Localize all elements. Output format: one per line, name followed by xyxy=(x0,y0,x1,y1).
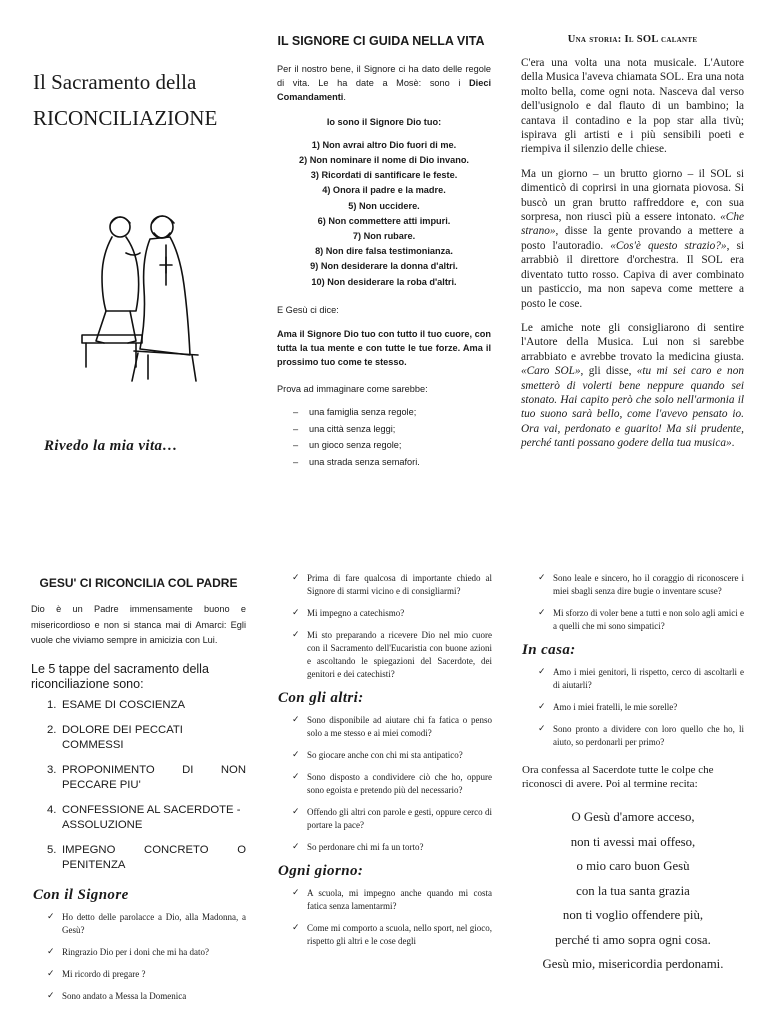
riconcilia-heading: GESU' CI RICONCILIA COL PADRE xyxy=(39,576,238,590)
commandments-column xyxy=(277,34,491,471)
guida-intro: Per il nostro bene, il Signore ci ha dato delle regole di vita. Le ha date a Mosè: sono i Dieci Comandamenti. xyxy=(277,64,491,103)
tappa-item: 1. ESAME DI COSCIENZA xyxy=(47,698,186,711)
prayer-line: Gesù mio, misericordia perdonami. xyxy=(542,957,724,971)
prayer-line: o mio caro buon Gesù xyxy=(576,859,690,873)
gesu-dice: E Gesù ci dice: xyxy=(277,304,339,315)
commandment-item: 3) Ricordati di santificare le feste. xyxy=(310,170,458,181)
commandment-item: 10) Non desiderare la roba d'altri. xyxy=(311,276,457,287)
check-item: ✓ Sono andato a Messa la Domenica xyxy=(31,990,246,1003)
cover-subtitle: Rivedo la mia vita… xyxy=(44,438,178,454)
prayer-line: O Gesù d'amore acceso, xyxy=(571,810,695,824)
commandment-item: 8) Non dire falsa testimonianza. xyxy=(315,246,453,257)
tappe-intro: Le 5 tappe del sacramento della riconciliazione sono: xyxy=(31,661,209,691)
story-paragraph-1: C'era una volta una nota musicale. L'Autore della Musica l'aveva chiamata SOL. Era una nota molto bella, come ogni nota. Nasceva dal verso dell'usignolo e dal flauto di un bambino; la cantava il contadino e la pop star alla tivù; ispirava gli artisti e i più sensibili poeti e riempiva il silenzio delle chiese. xyxy=(521,57,744,156)
cover-title-line1: Il Sacramento della xyxy=(33,70,197,94)
esame-column xyxy=(276,572,492,957)
giorno-heading: Ogni giorno: xyxy=(278,863,364,879)
check-item: ✓ A scuola, mi impegno anche quando mi costa fatica senza lamentarmi? xyxy=(276,887,492,913)
check-item: ✓ Mi impegno a catechismo? xyxy=(276,607,492,620)
act-of-contrition xyxy=(522,805,744,977)
check-item: ✓ Sono disponibile ad aiutare chi fa fatica o penso solo a me stesso e ai miei comodi? xyxy=(276,714,492,740)
signore-list xyxy=(31,911,246,1003)
tappa-item: 4. CONFESSIONE AL SACERDOTE - ASSOLUZIONE xyxy=(47,803,241,831)
prova-text: Prova ad immaginare come sarebbe: xyxy=(277,383,428,394)
story-paragraph-2: Ma un giorno – un brutto giorno – il SOL si dimenticò di coprirsi in una giornata piovosa. Si buscò un gran brutto raffreddore e, con sua sorpresa, non riuscì più a essere intonato. «Che strano», disse la gente provando a mettere a posto l'autoradio. «Cos'è questo strazio?», si arrabbiò il direttore d'orchestra. Il SOL era diventato tutto rosso. Capiva di aver combinato un pasticcio, ma non sapeva come mettere a posto le cose. xyxy=(521,167,744,310)
check-item: ✓ Mi sforzo di voler bene a tutti e non solo agli amici e a quelli che mi sono simpatici? xyxy=(522,607,744,633)
signore-heading: Con il Signore xyxy=(33,886,129,903)
commandments-list xyxy=(277,138,491,290)
check-item: ✓ Sono leale e sincero, ho il coraggio di riconoscere i miei sbagli senza dire bugie o inventare scuse? xyxy=(522,572,744,598)
check-item: ✓ Prima di fare qualcosa di importante chiedo al Signore di starmi vicino e di consigliarmi? xyxy=(276,572,492,598)
immagina-item: – una strada senza semafori. xyxy=(277,454,491,471)
check-item: ✓ Mi ricordo di pregare ? xyxy=(31,968,246,981)
immagina-item: – una famiglia senza regole; xyxy=(277,404,491,421)
prayer-line: perché ti amo sopra ogni cosa. xyxy=(555,932,711,947)
priest-and-child-illustration xyxy=(78,205,200,383)
commandment-item: 9) Non desiderare la donna d'altri. xyxy=(310,261,458,272)
check-item: ✓ Offendo gli altri con parole e gesti, oppure cerco di portare la pace? xyxy=(276,806,492,832)
story-column xyxy=(521,34,744,461)
check-item: ✓ So giocare anche con chi mi sta antipatico? xyxy=(276,749,492,762)
cover-title-line2: RICONCILIAZIONE xyxy=(33,106,218,130)
tappa-item: 2. DOLORE DEI PECCATI COMMESSI xyxy=(47,723,183,751)
tappa-item: 3. PROPONIMENTO DI NON PECCARE PIU' xyxy=(47,763,246,791)
commandment-item: 2) Non nominare il nome di Dio invano. xyxy=(299,155,469,166)
closing-instructions: Ora confessa al Sacerdote tutte le colpe che riconosci di avere. Poi al termine recita: xyxy=(522,764,714,790)
cover-title xyxy=(33,64,253,136)
dieci-comandamenti: Dieci Comandamenti xyxy=(277,78,491,103)
giorno-list xyxy=(276,887,492,948)
prayer-line: non ti avessi mai offeso, xyxy=(570,834,696,849)
check-item: ✓ Amo i miei fratelli, le mie sorelle? xyxy=(522,701,744,714)
leale-list xyxy=(522,572,744,633)
check-item: ✓ Ringrazio Dio per i doni che mi ha dato? xyxy=(31,946,246,959)
check-item: ✓ Sono pronto a dividere con loro quello che ho, li aiuto, so perdonarli per primo? xyxy=(522,723,744,749)
check-item: ✓ Ho detto delle parolacce a Dio, alla Madonna, a Gesù? xyxy=(31,911,246,937)
immagina-list xyxy=(277,404,491,471)
casa-column xyxy=(522,572,744,977)
casa-list xyxy=(522,666,744,749)
ama-text: Ama il Signore Dio tuo con tutto il tuo cuore, con tutta la tua mente e con tutte le tue forze. Ama il prossimo tuo come te stesso. xyxy=(277,329,491,368)
bottom-panel xyxy=(0,560,768,1024)
riconcilia-intro: Dio è un Padre immensamente buono e misericordioso e non si stanca mai di Amarci: Egli vuole che viviamo sempre in amicizia con Lui. xyxy=(31,604,246,645)
altri-list xyxy=(276,714,492,854)
check-item: ✓ Come mi comporto a scuola, nello sport, nel gioco, rispetto gli altri e le cose degli xyxy=(276,922,492,948)
commandment-item: 5) Non uccidere. xyxy=(348,200,420,211)
check-item: ✓ Sono disposto a condividere ciò che ho, oppure sono egoista e pretendo più del necessario? xyxy=(276,771,492,797)
check-item: ✓ So perdonare chi mi fa un torto? xyxy=(276,841,492,854)
prayer-line: con la tua santa grazia xyxy=(576,883,690,898)
casa-heading: In casa: xyxy=(522,642,576,658)
immagina-item: – una città senza leggi; xyxy=(277,421,491,438)
commandment-item: 4) Onora il padre e la madre. xyxy=(322,185,446,196)
riconcilia-column xyxy=(31,576,246,1012)
tappe-list xyxy=(31,698,246,873)
prayer-line: non ti voglio offendere più, xyxy=(562,908,704,922)
check-item: ✓ Mi sto preparando a ricevere Dio nel mio cuore con il Sacramento dell'Eucaristia con buone azioni e ascoltando le spiegazioni del Sacerdote, dei genitori e dei catechisti? xyxy=(276,629,492,681)
guida-heading: IL SIGNORE CI GUIDA NELLA VITA xyxy=(277,34,485,48)
tappa-item: 5. IMPEGNO CONCRETO O PENITENZA xyxy=(47,843,246,871)
story-paragraph-3: Le amiche note gli consigliarono di sentire l'Autore della Musica. Lui non si sarebbe arrabbiato e avrebbe trovato la medicina giusta. «Caro SOL», gli disse, «tu mi sei caro e non smetterò di volerti bene neppure quando sei stonato. Hai capito però che solo nell'armonia il tuo suono sarà bello, come l'avevo pensato io. Ora vai, perdonato e guarito! Ma sii prudente, perché tanti possano godere della tua musica». xyxy=(521,321,744,450)
check-item: ✓ Amo i miei genitori, li rispetto, cerco di ascoltarli e di aiutarli? xyxy=(522,666,744,692)
esame-list xyxy=(276,572,492,681)
altri-heading: Con gli altri: xyxy=(278,690,364,706)
story-title: Una storia: Il SOL calante xyxy=(567,34,698,45)
immagina-item: – un gioco senza regole; xyxy=(277,437,491,454)
commandment-item: 7) Non rubare. xyxy=(352,231,416,242)
io-sono: Io sono il Signore Dio tuo: xyxy=(326,116,442,127)
commandment-item: 6) Non commettere atti impuri. xyxy=(317,215,451,226)
commandment-item: 1) Non avrai altro Dio fuori di me. xyxy=(311,139,457,150)
